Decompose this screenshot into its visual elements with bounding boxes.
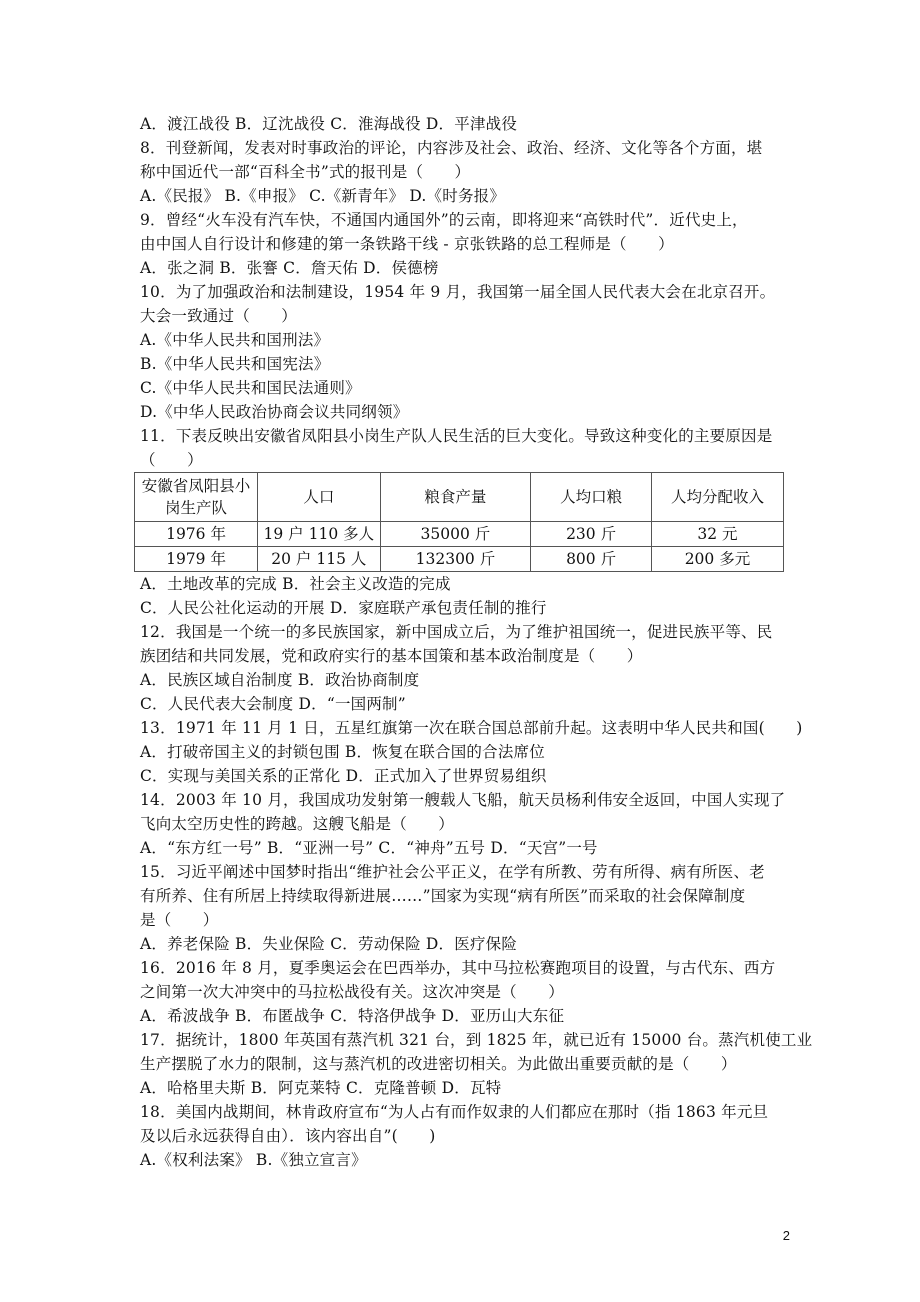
table-cell: 19 户 110 多人 xyxy=(258,522,381,547)
text-line: （ ） xyxy=(140,451,203,469)
text-line: 15．习近平阐述中国梦时指出“维护社会公平正义，在学有所教、劳有所得、病有所医、老 xyxy=(140,863,765,881)
table-cell: 1979 年 xyxy=(135,547,258,572)
text-line: 9．曾经“火车没有汽车快，不通国内通国外”的云南，即将迎来“高铁时代”．近代史上， xyxy=(140,211,748,229)
text-line: 称中国近代一部“百科全书”式的报刊是（ ） xyxy=(140,163,471,181)
text-line: A．“东方红一号” B．“亚洲一号” C．“神舟”五号 D．“天宫”一号 xyxy=(140,839,598,857)
table-header-cell: 人均分配收入 xyxy=(651,473,783,522)
text-line: A．打破帝国主义的封锁包围 B．恢复在联合国的合法席位 xyxy=(140,743,545,761)
question-block-a xyxy=(140,112,786,472)
text-line: A．希波战争 B．布匿战争 C．特洛伊战争 D．亚历山大东征 xyxy=(140,1007,565,1025)
table-cell: 200 多元 xyxy=(651,547,783,572)
table-cell: 20 户 115 人 xyxy=(258,547,381,572)
text-line: 13．1971 年 11 月 1 日，五星红旗第一次在联合国总部前升起。这表明中华人民共和国( ) xyxy=(140,719,803,737)
text-line: 12．我国是一个统一的多民族国家，新中国成立后，为了维护祖国统一，促进民族平等、民 xyxy=(140,623,773,641)
text-line: A.《中华人民共和国刑法》 xyxy=(140,331,330,349)
text-line: A．民族区域自治制度 B．政治协商制度 xyxy=(140,671,420,689)
text-line: A．哈格里夫斯 B．阿克莱特 C．克隆普顿 D．瓦特 xyxy=(140,1079,502,1097)
text-line: C.《中华人民共和国民法通则》 xyxy=(140,379,361,397)
text-line: 生产摆脱了水力的限制，这与蒸汽机的改进密切相关。为此做出重要贡献的是（ ） xyxy=(140,1055,737,1073)
page-number: 2 xyxy=(782,1228,790,1243)
table-cell: 132300 斤 xyxy=(380,547,531,572)
text-line: C．人民公社化运动的开展 D．家庭联产承包责任制的推行 xyxy=(140,599,547,617)
text-line: 大会一致通过（ ） xyxy=(140,307,298,325)
table-cell: 1976 年 xyxy=(135,522,258,547)
text-line: B.《中华人民共和国宪法》 xyxy=(140,355,330,373)
text-line: A.《权利法案》 B.《独立宣言》 xyxy=(140,1151,367,1169)
text-line: 是（ ） xyxy=(140,911,219,929)
text-line: C．人民代表大会制度 D．“一国两制” xyxy=(140,695,406,713)
exam-page-body xyxy=(140,112,813,1172)
text-line: 族团结和共同发展，党和政府实行的基本国策和基本政治制度是（ ） xyxy=(140,647,643,665)
text-line: 14．2003 年 10 月，我国成功发射第一艘载人飞船，航天员杨利伟安全返回，中国人实现了 xyxy=(140,791,786,809)
text-line: 由中国人自行设计和修建的第一条铁路干线 - 京张铁路的总工程师是（ ） xyxy=(140,235,674,253)
table-cell: 800 斤 xyxy=(531,547,652,572)
text-line: 18．美国内战期间，林肯政府宣布“为人占有而作奴隶的人们都应在那时（指 1863 年元旦 xyxy=(140,1103,769,1121)
xiaogang-table xyxy=(134,472,784,572)
table-cell: 230 斤 xyxy=(531,522,652,547)
text-line: 10．为了加强政治和法制建设，1954 年 9 月，我国第一届全国人民代表大会在北京召开。 xyxy=(140,283,776,301)
text-line: 有所养、住有所居上持续取得新进展……”国家为实现“病有所医”而采取的社会保障制度 xyxy=(140,887,746,905)
table-header-cell: 人均口粮 xyxy=(531,473,652,522)
table-row xyxy=(135,547,784,572)
text-line: A．土地改革的完成 B．社会主义改造的完成 xyxy=(140,575,451,593)
table-row xyxy=(135,522,784,547)
table-cell: 32 元 xyxy=(651,522,783,547)
text-line: A．张之洞 B．张謇 C．詹天佑 D．侯德榜 xyxy=(140,259,439,277)
question-block-b xyxy=(140,572,813,1172)
text-line: C．实现与美国关系的正常化 D．正式加入了世界贸易组织 xyxy=(140,767,547,785)
text-line: 飞向太空历史性的跨越。这艘飞船是（ ） xyxy=(140,815,455,833)
table-header-cell: 人口 xyxy=(258,473,381,522)
text-line: A．养老保险 B．失业保险 C．劳动保险 D．医疗保险 xyxy=(140,935,518,953)
table-header-cell: 安徽省凤阳县小岗生产队 xyxy=(135,473,258,522)
text-line: 17．据统计，1800 年英国有蒸汽机 321 台，到 1825 年，就已近有 15000 台。蒸汽机使工业 xyxy=(140,1031,813,1049)
text-line: A．渡江战役 B．辽沈战役 C．淮海战役 D．平津战役 xyxy=(140,115,518,133)
text-line: D.《中华人民政治协商会议共同纲领》 xyxy=(140,403,409,421)
text-line: A.《民报》 B.《申报》 C.《新青年》 D.《时务报》 xyxy=(140,187,506,205)
text-line: 之间第一次大冲突中的马拉松战役有关。这次冲突是（ ） xyxy=(140,983,564,1001)
table-header-cell: 粮食产量 xyxy=(380,473,531,522)
table-header-row xyxy=(135,473,784,522)
text-line: 16．2016 年 8 月，夏季奥运会在巴西举办，其中马拉松赛跑项目的设置，与古代东、西方 xyxy=(140,959,776,977)
text-line: 8．刊登新闻，发表对时事政治的评论，内容涉及社会、政治、经济、文化等各个方面，堪 xyxy=(140,139,763,157)
text-line: 及以后永远获得自由）．该内容出自”( ) xyxy=(140,1127,436,1145)
text-line: 11．下表反映出安徽省凤阳县小岗生产队人民生活的巨大变化。导致这种变化的主要原因是 xyxy=(140,427,773,445)
table-cell: 35000 斤 xyxy=(380,522,531,547)
